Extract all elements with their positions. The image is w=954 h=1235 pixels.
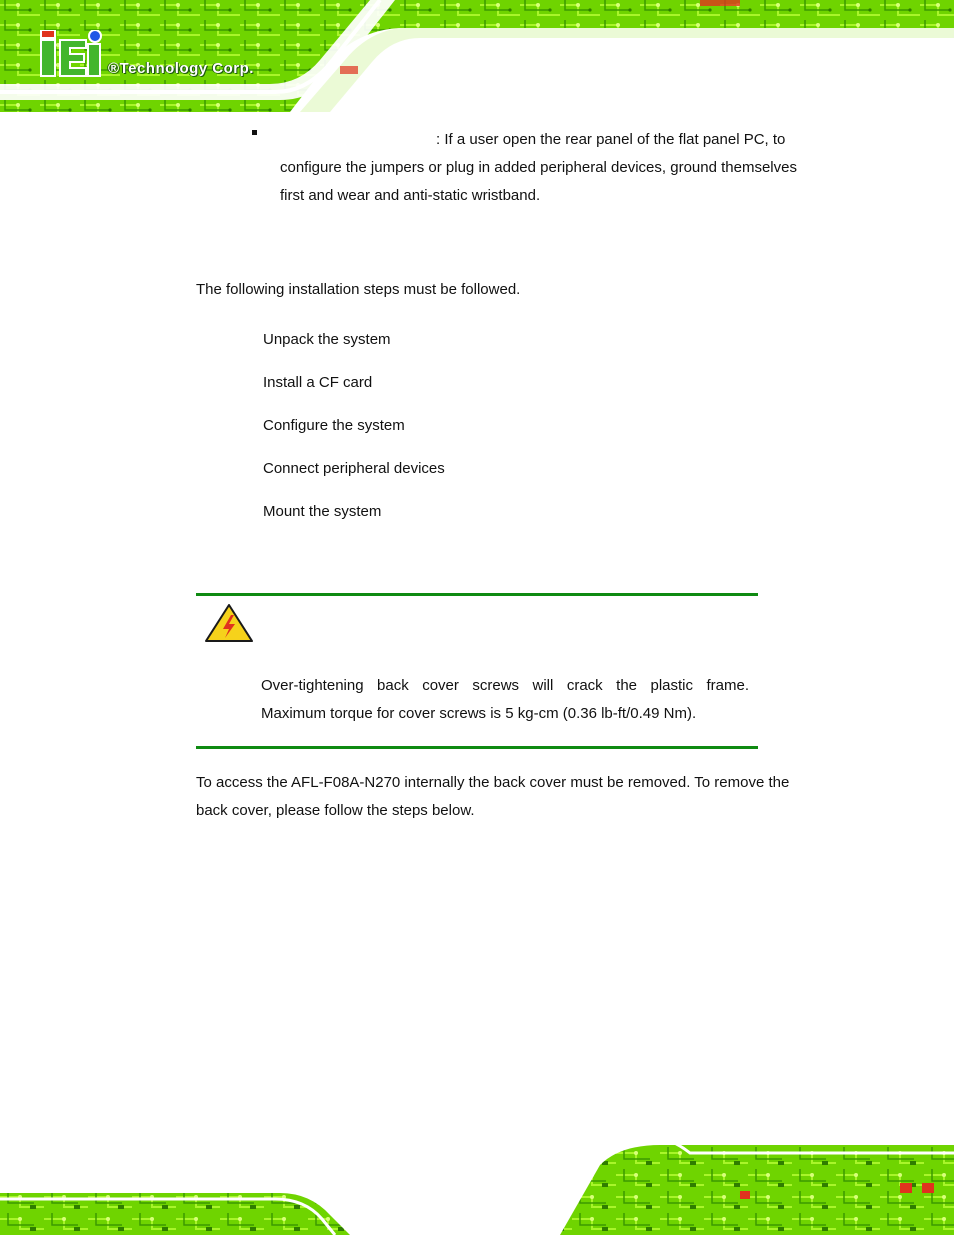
bullet-marker-icon bbox=[252, 130, 257, 135]
footer-banner bbox=[0, 1125, 954, 1235]
steps-intro: The following installation steps must be followed. bbox=[196, 281, 521, 298]
warning-line-1: Over-tightening back cover screws will crack the plastic frame. bbox=[261, 677, 749, 694]
warning-line-2: Maximum torque for cover screws is 5 kg-cm (0.36 lb-ft/0.49 Nm). bbox=[261, 705, 697, 722]
anti-static-bullet bbox=[280, 126, 820, 210]
back-cover-paragraph: To access the AFL-F08A-N270 internally the back cover must be removed. To remove the back cover, please follow the steps below. bbox=[196, 774, 790, 819]
iei-logo bbox=[38, 30, 298, 82]
step-item: Unpack the system bbox=[263, 331, 391, 348]
step-item: Mount the system bbox=[263, 503, 382, 520]
step-item: Configure the system bbox=[263, 417, 405, 434]
warning-top-rule bbox=[196, 593, 758, 596]
warning-message bbox=[261, 672, 749, 728]
bullet-text: : If a user open the rear panel of the flat panel PC, to configure the jumpers or plug in added peripheral devices, ground themselves first and wear and anti-static wristband. bbox=[280, 131, 797, 204]
company-name: ®Technology Corp. bbox=[108, 60, 254, 77]
step-item: Connect peripheral devices bbox=[263, 460, 445, 477]
iei-logo-mark-icon bbox=[38, 30, 108, 80]
warning-triangle-icon bbox=[204, 603, 254, 643]
step-item: Install a CF card bbox=[263, 374, 373, 391]
warning-bottom-rule bbox=[196, 746, 758, 749]
